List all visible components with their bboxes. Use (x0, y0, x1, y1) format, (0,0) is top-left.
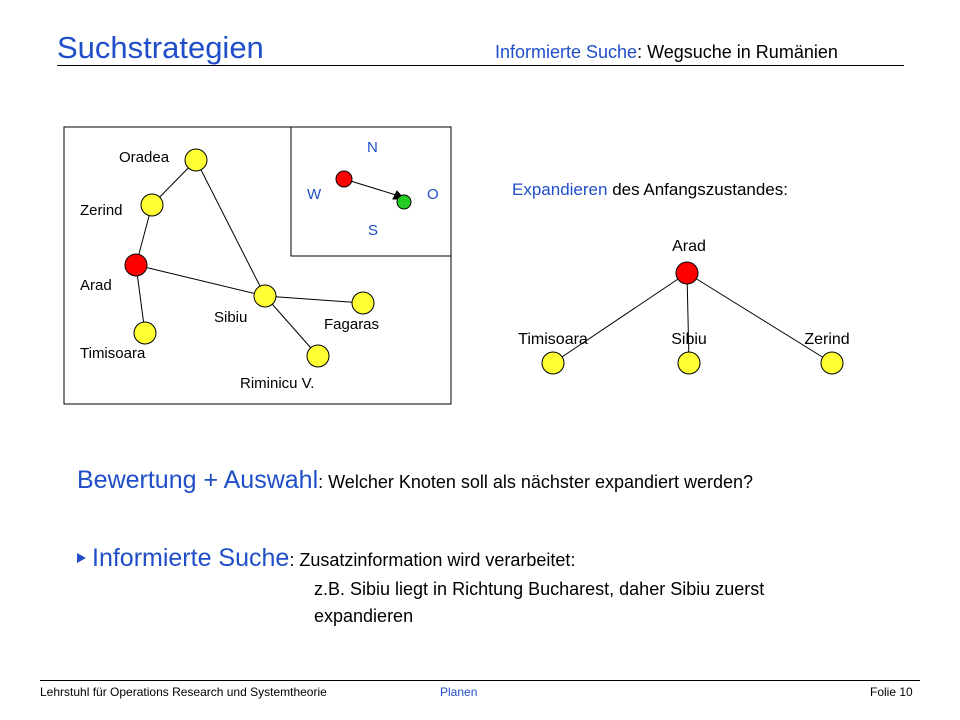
node-sibiu (254, 285, 276, 307)
evaluation-text: : Welcher Knoten soll als nächster expandiert werden? (318, 472, 754, 492)
tree-edge-sibiu (687, 273, 689, 363)
expansion-tree (542, 262, 843, 374)
informed-search-bullet (77, 544, 575, 573)
tree-root-node (676, 262, 698, 284)
expansion-heading (512, 180, 788, 200)
node-oradea (185, 149, 207, 171)
bullet-arrow-icon (77, 553, 86, 563)
tree-node-timisoara (542, 352, 564, 374)
tree-child-label-sibiu: Sibiu (671, 331, 707, 348)
footer-section: Planen (440, 685, 478, 699)
evaluation-statement (77, 466, 753, 495)
edge-sibiu-fagaras (265, 296, 363, 303)
tree-root-label: Arad (672, 238, 706, 255)
compass-north: N (367, 139, 378, 156)
label-sibiu: Sibiu (214, 309, 248, 326)
tree-edge-timisoara (553, 273, 687, 363)
footer-rule (40, 680, 920, 681)
tree-child-label-zerind: Zerind (804, 331, 850, 348)
map-nodes (125, 149, 411, 367)
subtitle-highlight: Informierte Suche (495, 42, 638, 62)
expansion-heading-highlight: Expandieren (512, 180, 608, 199)
map-frame (64, 127, 451, 404)
map-border (64, 127, 451, 404)
node-arad (125, 254, 147, 276)
compass-east: O (427, 186, 439, 203)
tree-node-sibiu (678, 352, 700, 374)
label-timisoara: Timisoara (80, 345, 146, 362)
compass-start-dot (336, 171, 352, 187)
node-timisoara (134, 322, 156, 344)
evaluation-heading: Bewertung + Auswahl (77, 466, 319, 494)
edge-sibiu-riminicu (265, 296, 318, 356)
label-zerind: Zerind (80, 202, 123, 219)
label-oradea: Oradea (119, 149, 170, 166)
footer-institution: Lehrstuhl für Operations Research und Systemtheorie (40, 685, 327, 699)
slide-title: Suchstrategien (57, 30, 264, 65)
compass-goal-dot (397, 195, 411, 209)
informed-search-text: : Zusatzinformation wird verarbeitet: (289, 550, 576, 570)
label-fagaras: Fagaras (324, 316, 380, 333)
footer-slide-number: Folie 10 (870, 685, 913, 699)
node-riminicu (307, 345, 329, 367)
tree-child-label-timisoara: Timisoara (518, 331, 588, 348)
tree-node-zerind (821, 352, 843, 374)
edge-arad-sibiu (136, 265, 265, 296)
informed-search-heading: Informierte Suche (92, 544, 290, 572)
compass-south: S (368, 222, 379, 239)
label-riminicu: Riminicu V. (240, 375, 315, 392)
node-fagaras (352, 292, 374, 314)
tree-edge-zerind (687, 273, 832, 363)
node-zerind (141, 194, 163, 216)
example-line-2: expandieren (314, 606, 414, 626)
edge-oradea-sibiu (196, 160, 265, 296)
subtitle-rest: : Wegsuche in Rumänien (637, 42, 838, 62)
label-arad: Arad (80, 277, 112, 294)
expansion-heading-rest: des Anfangszustandes: (607, 180, 788, 199)
compass-west: W (307, 186, 322, 203)
example-line-1: z.B. Sibiu liegt in Richtung Bucharest, daher Sibiu zuerst (314, 579, 765, 599)
